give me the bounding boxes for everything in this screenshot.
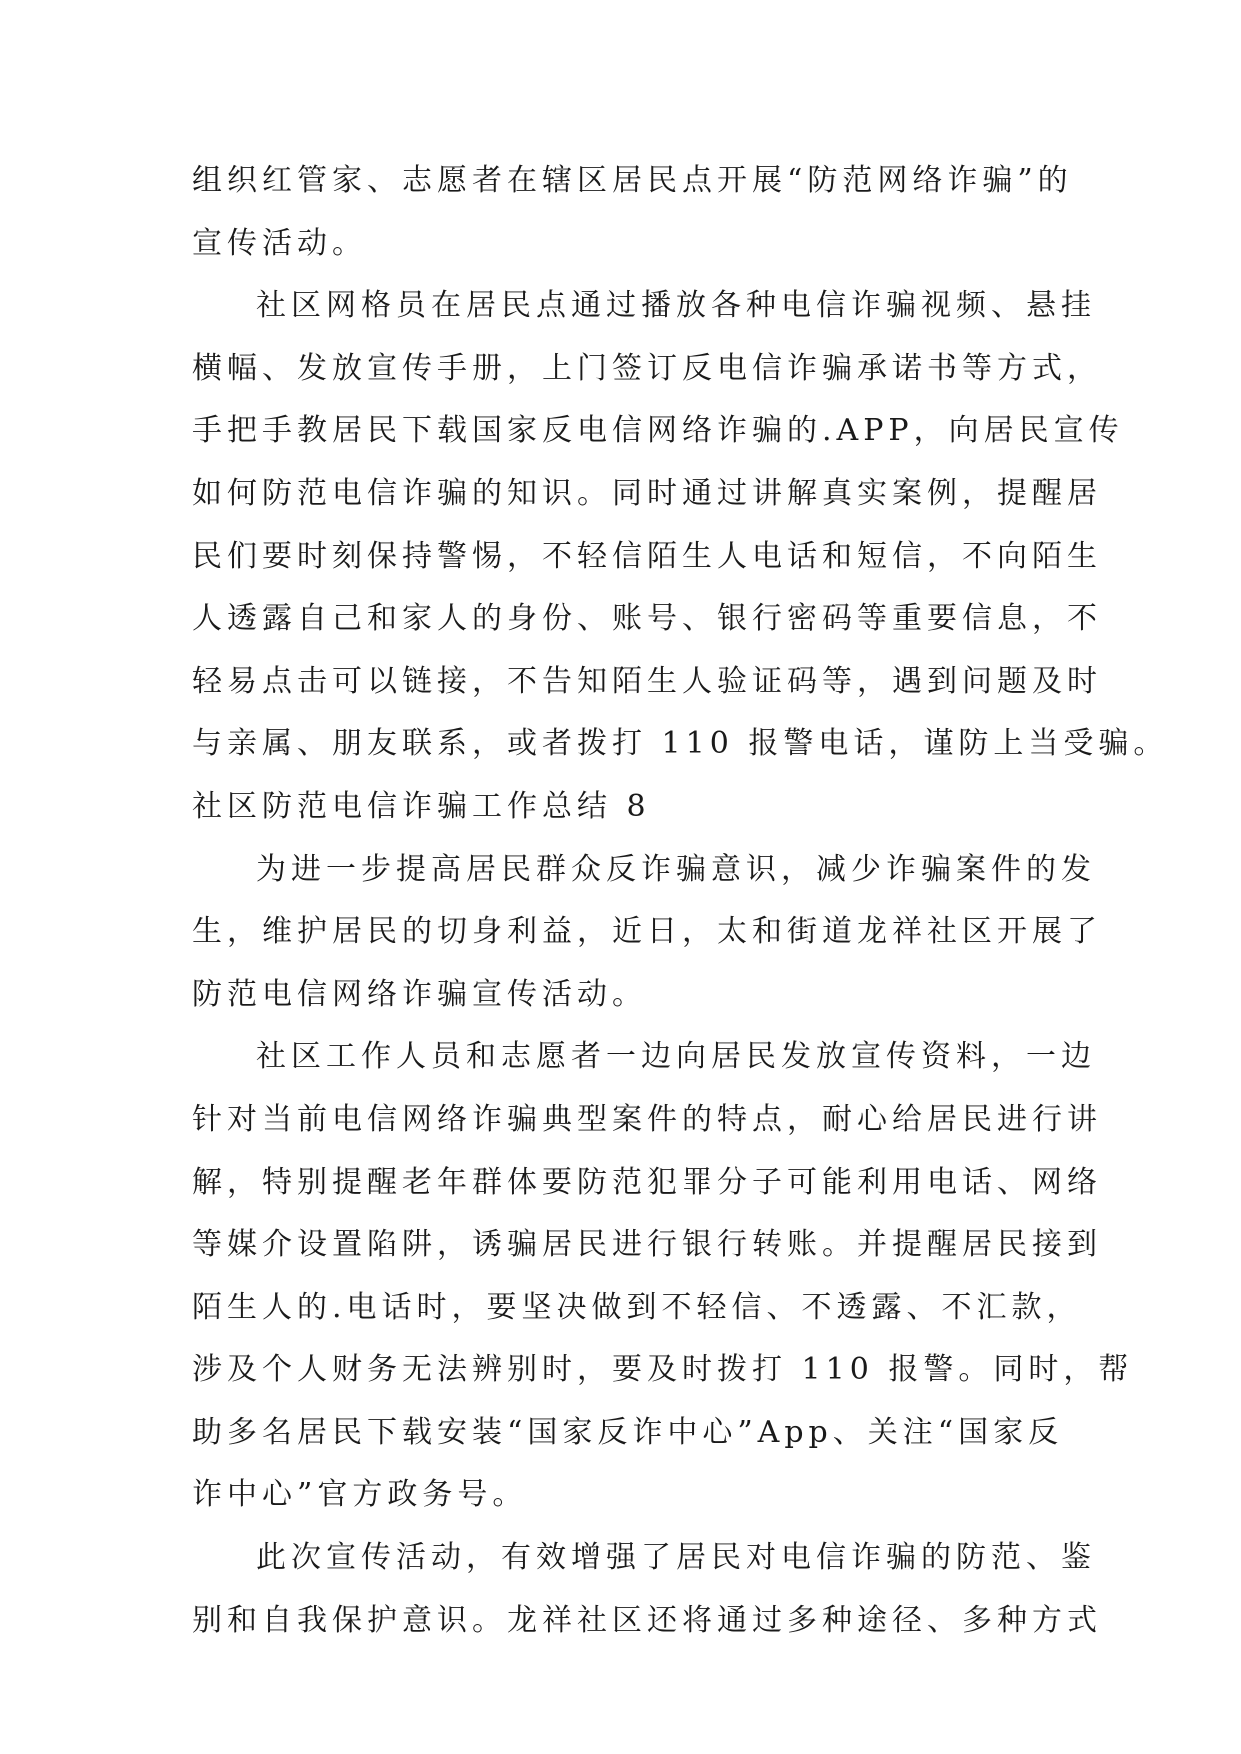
text-line: 民们要时刻保持警惕，不轻信陌生人电话和短信，不向陌生	[192, 538, 1102, 574]
text-line: 陌生人的.电话时，要坚决做到不轻信、不透露、不汇款，	[192, 1289, 1082, 1325]
text-line: 为进一步提高居民群众反诈骗意识，减少诈骗案件的发	[256, 851, 1096, 887]
text-line: 别和自我保护意识。龙祥社区还将通过多种途径、多种方式	[192, 1602, 1102, 1638]
text-line: 此次宣传活动，有效增强了居民对电信诈骗的防范、鉴	[256, 1540, 1096, 1576]
text-line: 社区网格员在居民点通过播放各种电信诈骗视频、悬挂	[256, 288, 1096, 324]
text-line: 解，特别提醒老年群体要防范犯罪分子可能利用电话、网络	[192, 1164, 1102, 1200]
text-line: 与亲属、朋友联系，或者拨打 110 报警电话，谨防上当受骗。	[192, 726, 1169, 762]
text-line: 手把手教居民下载国家反电信网络诈骗的.APP，向居民宣传	[192, 413, 1124, 449]
text-line: 组织红管家、志愿者在辖区居民点开展“防范网络诈骗”的	[192, 163, 1073, 198]
text-line: 宣传活动。	[192, 225, 367, 261]
text-line: 横幅、发放宣传手册，上门签订反电信诈骗承诺书等方式，	[192, 350, 1102, 386]
text-line: 轻易点击可以链接，不告知陌生人验证码等，遇到问题及时	[192, 663, 1102, 699]
section-heading: 社区防范电信诈骗工作总结 8	[192, 788, 651, 824]
text-line: 助多名居民下载安装“国家反诈中心”App、关注“国家反	[192, 1414, 1064, 1450]
text-line: 等媒介设置陷阱，诱骗居民进行银行转账。并提醒居民接到	[192, 1227, 1102, 1263]
text-line: 针对当前电信网络诈骗典型案件的特点，耐心给居民进行讲	[192, 1101, 1102, 1137]
text-line: 诈中心”官方政务号。	[192, 1477, 528, 1513]
text-line: 如何防范电信诈骗的知识。同时通过讲解真实案例，提醒居	[192, 475, 1102, 511]
text-line: 生，维护居民的切身利益，近日，太和街道龙祥社区开展了	[192, 914, 1102, 950]
text-line: 社区工作人员和志愿者一边向居民发放宣传资料，一边	[256, 1039, 1096, 1075]
text-line: 防范电信网络诈骗宣传活动。	[192, 976, 647, 1012]
text-line: 涉及个人财务无法辨别时，要及时拨打 110 报警。同时，帮	[192, 1352, 1134, 1388]
text-line: 人透露自己和家人的身份、账号、银行密码等重要信息，不	[192, 601, 1102, 637]
document-page	[192, 150, 1169, 1652]
